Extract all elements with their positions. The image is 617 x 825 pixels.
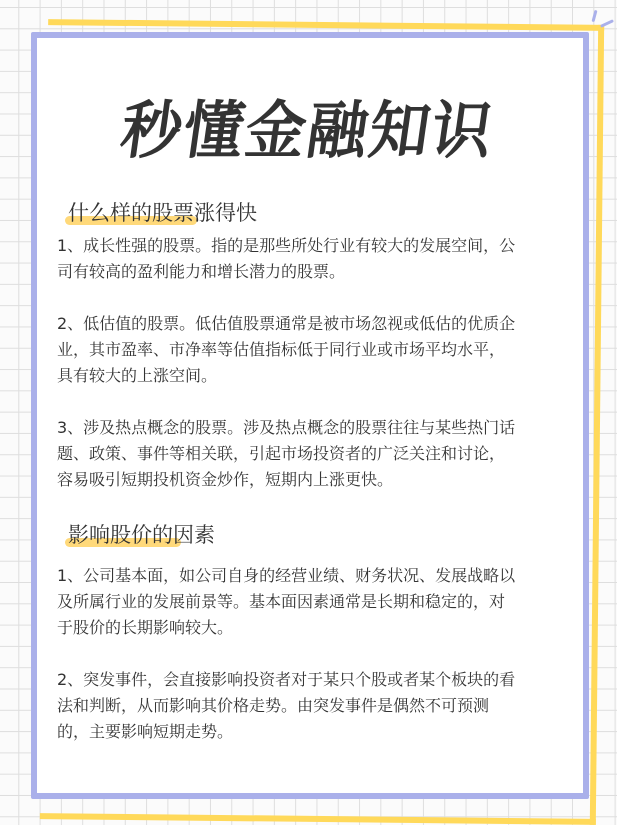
paragraph <box>57 563 515 641</box>
section-heading <box>68 197 257 227</box>
corner-stroke-decoration <box>600 19 614 28</box>
paragraph-line: 法和判断，从而影响其价格走势。由突发事件是偶然不可预测 <box>57 696 490 715</box>
section-heading-text: 影响股价的因素 <box>68 523 215 547</box>
paragraph-line: 题、政策、事件等相关联，引起市场投资者的广泛关注和讨论， <box>57 444 506 463</box>
section-heading <box>68 519 215 549</box>
page-title: 秒懂金融知识 <box>116 94 499 168</box>
paragraph-line: 具有较大的上涨空间。 <box>57 366 218 385</box>
paragraph <box>57 415 515 493</box>
paragraph-line: 1、公司基本面，如公司自身的经营业绩、财务状况、发展战略以 <box>57 566 516 585</box>
paragraph-line: 司有较高的盈利能力和增长潜力的股票。 <box>57 262 346 281</box>
paragraph-line: 业，其市盈率、市净率等估值指标低于同行业或市场平均水平， <box>57 340 506 359</box>
paragraph-line: 容易吸引短期投机资金炒作，短期内上涨更快。 <box>57 470 394 489</box>
paragraph-line: 及所属行业的发展前景等。基本面因素通常是长期和稳定的，对 <box>57 592 506 611</box>
paragraph-line: 1、成长性强的股票。指的是那些所处行业有较大的发展空间，公 <box>57 236 516 255</box>
paragraph <box>57 311 515 389</box>
paragraph-line: 的，主要影响短期走势。 <box>57 722 234 741</box>
paragraph-line: 2、低估值的股票。低估值股票通常是被市场忽视或低估的优质企 <box>57 314 516 333</box>
paragraph-line: 3、涉及热点概念的股票。涉及热点概念的股票往往与某些热门话 <box>57 418 516 437</box>
section-heading-text: 什么样的股票涨得快 <box>68 201 257 225</box>
paragraph-line: 2、突发事件，会直接影响投资者对于某只个股或者某个板块的看 <box>57 670 516 689</box>
paragraph <box>57 667 515 745</box>
corner-stroke-decoration <box>591 10 597 22</box>
paragraph <box>57 233 515 285</box>
paragraph-line: 于股价的长期影响较大。 <box>57 618 234 637</box>
